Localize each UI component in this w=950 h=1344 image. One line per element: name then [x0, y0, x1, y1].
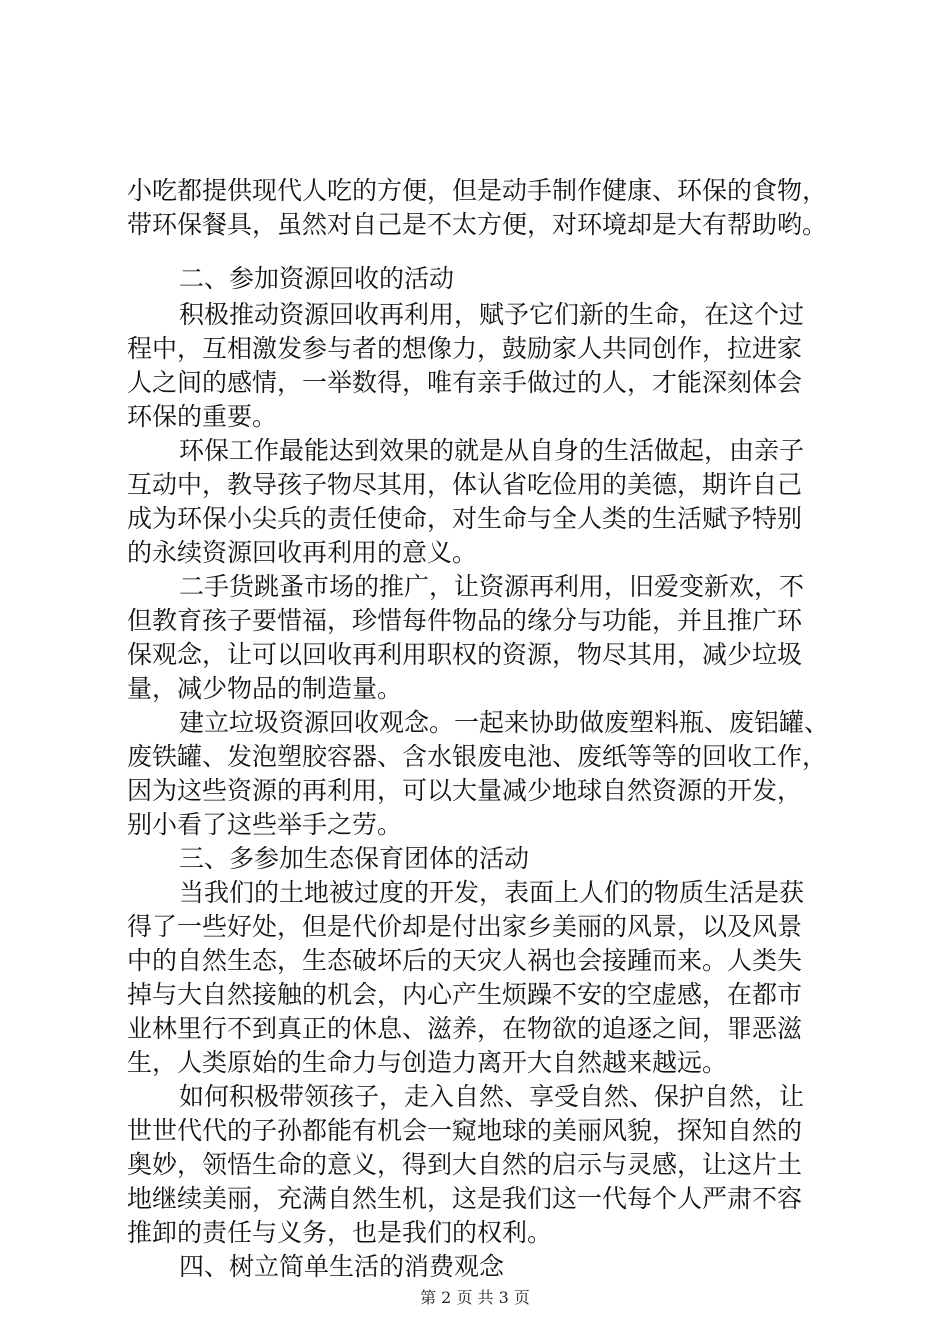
- text-line: 中的自然生态，生态破坏后的天灾人祸也会接踵而来。人类失: [127, 946, 803, 975]
- text-line: 当我们的土地被过度的开发，表面上人们的物质生活是获: [179, 878, 805, 907]
- text-line: 环保的重要。: [127, 402, 278, 431]
- text-line: 掉与大自然接触的机会，内心产生烦躁不安的空虚感，在都市: [127, 980, 803, 1009]
- text-line: 环保工作最能达到效果的就是从自身的生活做起，由亲子: [179, 436, 805, 465]
- text-line: 人之间的感情，一举数得，唯有亲手做过的人，才能深刻体会: [127, 368, 803, 397]
- text-line: 的永续资源回收再利用的意义。: [127, 538, 478, 567]
- text-line: 保观念，让可以回收再利用职权的资源，物尽其用，减少垃圾: [127, 640, 803, 669]
- text-line: 世世代代的子孙都能有机会一窥地球的美丽风貌，探知自然的: [127, 1116, 803, 1145]
- section-heading: 四、树立简单生活的消费观念: [179, 1252, 505, 1281]
- text-line: 带环保餐具，虽然对自己是不太方便，对环境却是大有帮助哟。: [127, 210, 828, 239]
- text-line: 如何积极带领孩子，走入自然、享受自然、保护自然，让: [179, 1082, 805, 1111]
- text-line: 成为环保小尖兵的责任使命，对生命与全人类的生活赋予特别: [127, 504, 803, 533]
- text-line: 业林里行不到真正的休息、滋养，在物欲的追逐之间，罪恶滋: [127, 1014, 803, 1043]
- text-line: 程中，互相激发参与者的想像力，鼓励家人共同创作，拉进家: [127, 334, 803, 363]
- text-line: 量，减少物品的制造量。: [127, 674, 403, 703]
- text-line: 二手货跳蚤市场的推广，让资源再利用，旧爱变新欢，不: [179, 572, 805, 601]
- text-line: 奥妙，领悟生命的意义，得到大自然的启示与灵感，让这片土: [127, 1150, 803, 1179]
- text-line: 得了一些好处，但是代价却是付出家乡美丽的风景，以及风景: [127, 912, 803, 941]
- text-line: 推卸的责任与义务，也是我们的权利。: [127, 1218, 553, 1247]
- page-number-footer: 第 2 页 共 3 页: [420, 1288, 530, 1307]
- text-line: 地继续美丽，充满自然生机，这是我们这一代每个人严肃不容: [127, 1184, 803, 1213]
- section-heading: 二、参加资源回收的活动: [179, 264, 455, 293]
- text-line: 建立垃圾资源回收观念。一起来协助做废塑料瓶、废铝罐、: [179, 708, 830, 737]
- section-heading: 三、多参加生态保育团体的活动: [179, 844, 530, 873]
- text-line: 废铁罐、发泡塑胶容器、含水银废电池、废纸等等的回收工作，: [127, 742, 828, 771]
- text-line: 但教育孩子要惜福，珍惜每件物品的缘分与功能，并且推广环: [127, 606, 803, 635]
- text-line: 互动中，教导孩子物尽其用，体认省吃俭用的美德，期许自己: [127, 470, 803, 499]
- text-line: 小吃都提供现代人吃的方便，但是动手制作健康、环保的食物，: [127, 176, 828, 205]
- text-line: 积极推动资源回收再利用，赋予它们新的生命，在这个过: [179, 300, 805, 329]
- text-line: 因为这些资源的再利用，可以大量减少地球自然资源的开发，: [127, 776, 803, 805]
- text-line: 别小看了这些举手之劳。: [127, 810, 403, 839]
- text-line: 生，人类原始的生命力与创造力离开大自然越来越远。: [127, 1048, 728, 1077]
